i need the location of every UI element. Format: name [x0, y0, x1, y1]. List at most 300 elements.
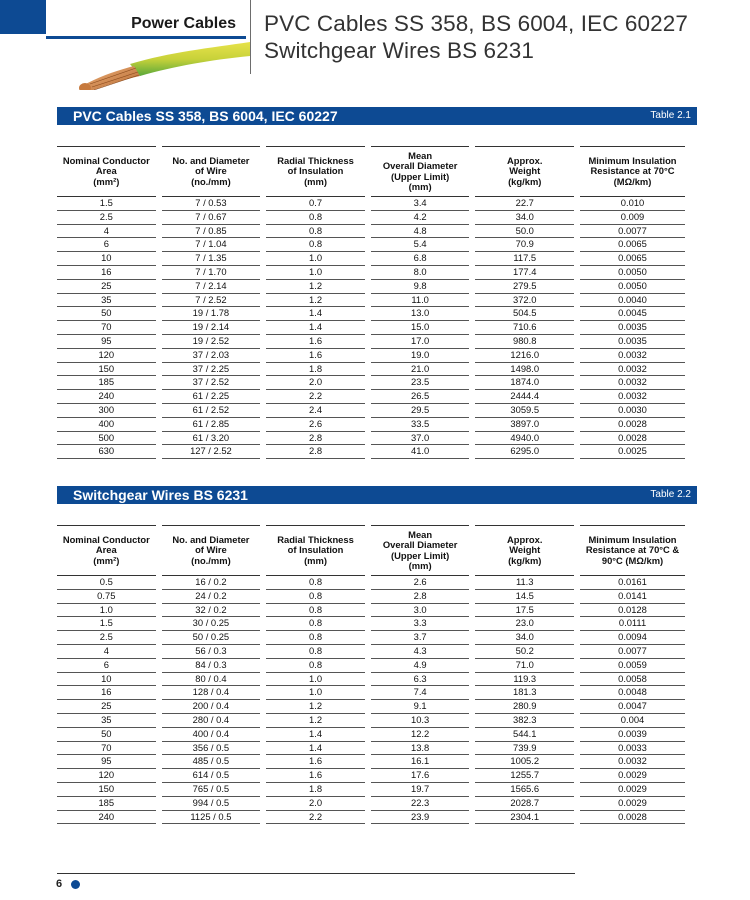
table-cell: 16.1: [371, 755, 470, 769]
table-cell: 4.3: [371, 645, 470, 659]
column-header-line: Nominal Conductor: [62, 533, 150, 545]
table-cell: 1.2: [266, 714, 365, 728]
table-row: [57, 211, 685, 225]
table-cell: 2304.1: [475, 811, 574, 825]
table-cell: 0.0032: [580, 376, 685, 390]
page-title-line-2: Switchgear Wires BS 6231: [264, 38, 535, 63]
table-cell: 400: [57, 418, 156, 432]
table-cell: 61 / 3.20: [162, 432, 261, 446]
table-cell: 61 / 2.52: [162, 404, 261, 418]
column-header: [475, 525, 574, 576]
table-row: [57, 700, 685, 714]
column-header: [371, 146, 470, 197]
table-cell: 0.0077: [580, 645, 685, 659]
table-cell: 0.0032: [580, 390, 685, 404]
column-header-line: (Upper Limit): [390, 170, 450, 182]
table-row: [57, 742, 685, 756]
table-cell: 181.3: [475, 686, 574, 700]
column-header-line: Area: [95, 165, 117, 177]
table-cell: 25: [57, 700, 156, 714]
table-cell: 150: [57, 783, 156, 797]
column-header-line: of Wire: [195, 544, 227, 556]
table-cell: 30 / 0.25: [162, 617, 261, 631]
table-cell: 1.0: [266, 266, 365, 280]
column-header: [580, 525, 685, 576]
table-cell: 0.0077: [580, 225, 685, 239]
table-row: [57, 335, 685, 349]
column-header-line: Radial Thickness: [277, 533, 354, 545]
table-cell: 95: [57, 755, 156, 769]
table-cell: 8.0: [371, 266, 470, 280]
table-row: [57, 294, 685, 308]
table-row: [57, 266, 685, 280]
table-cell: 1.4: [266, 742, 365, 756]
table-cell: 120: [57, 349, 156, 363]
table-cell: 0.8: [266, 225, 365, 239]
column-header-line: (mm): [304, 554, 327, 566]
column-header: [580, 146, 685, 197]
table-cell: 4.2: [371, 211, 470, 225]
table-cell: 24 / 0.2: [162, 590, 261, 604]
table-cell: 1.0: [266, 673, 365, 687]
column-header-line: (kg/km): [508, 175, 542, 187]
table-cell: 1.6: [266, 755, 365, 769]
table-row: [57, 390, 685, 404]
table-cell: 1.6: [266, 769, 365, 783]
column-header-line: (mm²): [93, 554, 120, 566]
table-cell: 3.4: [371, 197, 470, 211]
table-row: [57, 714, 685, 728]
table-cell: 70.9: [475, 238, 574, 252]
pvc-cables-table: [51, 146, 691, 459]
table-1-number: Table 2.1: [650, 110, 691, 121]
table-cell: 11.0: [371, 294, 470, 308]
table-cell: 2.0: [266, 797, 365, 811]
table-cell: 10: [57, 252, 156, 266]
table-cell: 50.2: [475, 645, 574, 659]
table-cell: 117.5: [475, 252, 574, 266]
table-cell: 1.8: [266, 783, 365, 797]
table-cell: 0.8: [266, 631, 365, 645]
table-cell: 61 / 2.85: [162, 418, 261, 432]
table-cell: 23.0: [475, 617, 574, 631]
table-cell: 6: [57, 238, 156, 252]
table-cell: 1.4: [266, 321, 365, 335]
table-cell: 7 / 2.14: [162, 280, 261, 294]
table-cell: 0.0029: [580, 797, 685, 811]
table-cell: 70: [57, 321, 156, 335]
footer-rule: [57, 873, 575, 874]
table-cell: 10: [57, 673, 156, 687]
table-cell: 185: [57, 376, 156, 390]
table-cell: 1005.2: [475, 755, 574, 769]
table-cell: 11.3: [475, 576, 574, 590]
table-cell: 0.0048: [580, 686, 685, 700]
table-row: [57, 631, 685, 645]
table-cell: 1.0: [266, 686, 365, 700]
table-cell: 4940.0: [475, 432, 574, 446]
table-cell: 19 / 1.78: [162, 307, 261, 321]
table-cell: 1255.7: [475, 769, 574, 783]
table-cell: 1.0: [57, 604, 156, 618]
table-cell: 19 / 2.14: [162, 321, 261, 335]
column-header: [266, 525, 365, 576]
table-cell: 0.8: [266, 590, 365, 604]
table-cell: 0.0047: [580, 700, 685, 714]
table-cell: 0.0045: [580, 307, 685, 321]
table-cell: 485 / 0.5: [162, 755, 261, 769]
table-row: [57, 728, 685, 742]
table-cell: 0.0050: [580, 266, 685, 280]
table-cell: 614 / 0.5: [162, 769, 261, 783]
table-cell: 4: [57, 645, 156, 659]
column-header-line: Weight: [509, 544, 541, 556]
column-header-line: Mean: [408, 149, 433, 161]
table-cell: 4.9: [371, 659, 470, 673]
table-row: [57, 307, 685, 321]
column-header-line: (no./mm): [191, 175, 231, 187]
table-cell: 400 / 0.4: [162, 728, 261, 742]
table-cell: 0.0032: [580, 363, 685, 377]
table-cell: 1216.0: [475, 349, 574, 363]
table-cell: 3.0: [371, 604, 470, 618]
table-cell: 0.8: [266, 238, 365, 252]
table-row: [57, 252, 685, 266]
table-cell: 1498.0: [475, 363, 574, 377]
table-cell: 300: [57, 404, 156, 418]
table-cell: 0.0141: [580, 590, 685, 604]
column-header-line: Area: [95, 544, 117, 556]
table-cell: 2.5: [57, 211, 156, 225]
column-header-line: (mm): [408, 560, 432, 571]
table-cell: 6: [57, 659, 156, 673]
switchgear-wires-table: [51, 525, 691, 824]
column-header-line: Approx.: [507, 154, 543, 166]
table-cell: 2.2: [266, 811, 365, 825]
table-row: [57, 225, 685, 239]
table-row: [57, 363, 685, 377]
table-cell: 34.0: [475, 211, 574, 225]
table-row: [57, 404, 685, 418]
header-divider: [250, 0, 251, 74]
column-header: [57, 525, 156, 576]
table-row: [57, 755, 685, 769]
table-cell: 1.4: [266, 307, 365, 321]
table-cell: 9.8: [371, 280, 470, 294]
table-cell: 37 / 2.52: [162, 376, 261, 390]
column-header-line: Resistance at 70°C: [590, 165, 675, 177]
column-header-line: Overall Diameter: [382, 160, 458, 171]
table-cell: 84 / 0.3: [162, 659, 261, 673]
table-cell: 1.2: [266, 700, 365, 714]
table-cell: 10.3: [371, 714, 470, 728]
column-header-line: 90°C (MΩ/km): [601, 554, 664, 566]
table-cell: 504.5: [475, 307, 574, 321]
corner-accent-block: [0, 0, 46, 34]
table-cell: 382.3: [475, 714, 574, 728]
table-cell: 280 / 0.4: [162, 714, 261, 728]
column-header: [266, 146, 365, 197]
table-cell: 119.3: [475, 673, 574, 687]
table-cell: 0.0128: [580, 604, 685, 618]
table-cell: 0.0039: [580, 728, 685, 742]
column-header-line: (mm²): [93, 175, 120, 187]
table-cell: 2028.7: [475, 797, 574, 811]
table-cell: 200 / 0.4: [162, 700, 261, 714]
table-row: [57, 432, 685, 446]
table-cell: 0.5: [57, 576, 156, 590]
table-row: [57, 769, 685, 783]
table-1-title: PVC Cables SS 358, BS 6004, IEC 60227: [73, 108, 338, 124]
table-cell: 356 / 0.5: [162, 742, 261, 756]
column-header-line: Overall Diameter: [382, 539, 458, 550]
table-cell: 7 / 1.04: [162, 238, 261, 252]
table-cell: 0.0025: [580, 445, 685, 459]
table-row: [57, 576, 685, 590]
table-cell: 0.0035: [580, 335, 685, 349]
table-cell: 37 / 2.03: [162, 349, 261, 363]
table-cell: 0.0094: [580, 631, 685, 645]
page-title-line-1: PVC Cables SS 358, BS 6004, IEC 60227: [264, 11, 688, 36]
table-cell: 19.0: [371, 349, 470, 363]
table-cell: 710.6: [475, 321, 574, 335]
table-cell: 0.0161: [580, 576, 685, 590]
column-header: [57, 146, 156, 197]
table-cell: 240: [57, 390, 156, 404]
table-row: [57, 686, 685, 700]
table-row: [57, 783, 685, 797]
table-row: [57, 617, 685, 631]
table-cell: 7 / 0.85: [162, 225, 261, 239]
table-cell: 15.0: [371, 321, 470, 335]
table-cell: 35: [57, 294, 156, 308]
table-2-title: Switchgear Wires BS 6231: [73, 487, 248, 503]
table-cell: 1565.6: [475, 783, 574, 797]
table-cell: 21.0: [371, 363, 470, 377]
page-dot-icon: [71, 880, 80, 889]
table-1-header-bar: [57, 107, 697, 125]
table-cell: 150: [57, 363, 156, 377]
table-cell: 16 / 0.2: [162, 576, 261, 590]
table-cell: 26.5: [371, 390, 470, 404]
column-header-line: of Insulation: [287, 544, 344, 556]
table-cell: 9.1: [371, 700, 470, 714]
table-cell: 0.0033: [580, 742, 685, 756]
table-cell: 34.0: [475, 631, 574, 645]
table-header-row: [57, 146, 685, 197]
table-cell: 2.0: [266, 376, 365, 390]
table-cell: 33.5: [371, 418, 470, 432]
column-header-line: of Insulation: [287, 165, 344, 177]
table-cell: 0.0032: [580, 755, 685, 769]
table-cell: 0.8: [266, 659, 365, 673]
table-cell: 0.0028: [580, 432, 685, 446]
table-cell: 6.3: [371, 673, 470, 687]
table-cell: 35: [57, 714, 156, 728]
table-cell: 7 / 2.52: [162, 294, 261, 308]
table-cell: 22.3: [371, 797, 470, 811]
table-row: [57, 445, 685, 459]
table-cell: 0.8: [266, 604, 365, 618]
table-cell: 544.1: [475, 728, 574, 742]
table-cell: 37 / 2.25: [162, 363, 261, 377]
table-cell: 3897.0: [475, 418, 574, 432]
column-header-line: Resistance at 70°C &: [585, 544, 680, 556]
table-cell: 1.4: [266, 728, 365, 742]
table-cell: 0.004: [580, 714, 685, 728]
section-tab: Power Cables: [131, 15, 236, 32]
table-row: [57, 238, 685, 252]
table-cell: 0.0050: [580, 280, 685, 294]
column-header-line: Nominal Conductor: [62, 154, 150, 166]
table-cell: 0.0035: [580, 321, 685, 335]
column-header-line: (Upper Limit): [390, 549, 450, 561]
table-row: [57, 418, 685, 432]
table-cell: 280.9: [475, 700, 574, 714]
table-cell: 0.009: [580, 211, 685, 225]
table-cell: 2.2: [266, 390, 365, 404]
table-row: [57, 349, 685, 363]
table-cell: 0.0028: [580, 811, 685, 825]
table-cell: 0.0111: [580, 617, 685, 631]
table-cell: 3.3: [371, 617, 470, 631]
table-cell: 2444.4: [475, 390, 574, 404]
table-cell: 23.5: [371, 376, 470, 390]
table-cell: 17.6: [371, 769, 470, 783]
table-cell: 279.5: [475, 280, 574, 294]
table-cell: 7 / 1.70: [162, 266, 261, 280]
column-header-line: (mm): [408, 181, 432, 192]
table-cell: 50.0: [475, 225, 574, 239]
column-header-line: Approx.: [507, 533, 543, 545]
table-cell: 7 / 1.35: [162, 252, 261, 266]
table-cell: 1.5: [57, 617, 156, 631]
table-cell: 0.0065: [580, 252, 685, 266]
table-cell: 0.8: [266, 576, 365, 590]
table-cell: 4: [57, 225, 156, 239]
table-row: [57, 645, 685, 659]
table-cell: 739.9: [475, 742, 574, 756]
table-2-header-bar: [57, 486, 697, 504]
table-row: [57, 590, 685, 604]
table-cell: 127 / 2.52: [162, 445, 261, 459]
table-cell: 0.0029: [580, 769, 685, 783]
table-cell: 0.8: [266, 617, 365, 631]
column-header-line: Minimum Insulation: [588, 533, 677, 545]
table-cell: 7 / 0.67: [162, 211, 261, 225]
table-cell: 0.0032: [580, 349, 685, 363]
table-cell: 0.0029: [580, 783, 685, 797]
table-cell: 6295.0: [475, 445, 574, 459]
table-cell: 1.6: [266, 335, 365, 349]
table-cell: 23.9: [371, 811, 470, 825]
table-header-row: [57, 525, 685, 576]
table-cell: 29.5: [371, 404, 470, 418]
column-header-line: Radial Thickness: [277, 154, 354, 166]
table-cell: 2.6: [371, 576, 470, 590]
column-header-line: No. and Diameter: [172, 154, 250, 166]
table-cell: 37.0: [371, 432, 470, 446]
table-cell: 7 / 0.53: [162, 197, 261, 211]
table-cell: 71.0: [475, 659, 574, 673]
table-cell: 2.6: [266, 418, 365, 432]
table-cell: 2.8: [266, 432, 365, 446]
table-cell: 177.4: [475, 266, 574, 280]
table-cell: 0.0065: [580, 238, 685, 252]
table-cell: 2.4: [266, 404, 365, 418]
table-cell: 16: [57, 686, 156, 700]
table-cell: 13.0: [371, 307, 470, 321]
table-cell: 0.0040: [580, 294, 685, 308]
table-row: [57, 197, 685, 211]
table-cell: 1.5: [57, 197, 156, 211]
column-header-line: No. and Diameter: [172, 533, 250, 545]
table-row: [57, 604, 685, 618]
column-header-line: (kg/km): [508, 554, 542, 566]
table-cell: 0.0028: [580, 418, 685, 432]
table-cell: 3059.5: [475, 404, 574, 418]
table-cell: 0.7: [266, 197, 365, 211]
table-cell: 13.8: [371, 742, 470, 756]
table-cell: 1.2: [266, 280, 365, 294]
table-cell: 765 / 0.5: [162, 783, 261, 797]
table-row: [57, 797, 685, 811]
table-cell: 500: [57, 432, 156, 446]
table-cell: 50: [57, 728, 156, 742]
table-row: [57, 376, 685, 390]
column-header-line: Minimum Insulation: [588, 154, 677, 166]
table-cell: 240: [57, 811, 156, 825]
table-cell: 185: [57, 797, 156, 811]
column-header: [371, 525, 470, 576]
table-cell: 994 / 0.5: [162, 797, 261, 811]
table-cell: 80 / 0.4: [162, 673, 261, 687]
table-row: [57, 659, 685, 673]
column-header: [475, 146, 574, 197]
table-cell: 6.8: [371, 252, 470, 266]
table-cell: 0.0058: [580, 673, 685, 687]
table-cell: 16: [57, 266, 156, 280]
cable-wire-image: [60, 30, 250, 90]
table-cell: 1.6: [266, 349, 365, 363]
column-header: [162, 525, 261, 576]
table-row: [57, 321, 685, 335]
table-cell: 128 / 0.4: [162, 686, 261, 700]
table-cell: 12.2: [371, 728, 470, 742]
table-cell: 56 / 0.3: [162, 645, 261, 659]
table-cell: 372.0: [475, 294, 574, 308]
table-cell: 50: [57, 307, 156, 321]
table-cell: 19 / 2.52: [162, 335, 261, 349]
table-cell: 61 / 2.25: [162, 390, 261, 404]
column-header-line: Weight: [509, 165, 541, 177]
page-title: [264, 10, 734, 64]
table-cell: 7.4: [371, 686, 470, 700]
table-cell: 0.010: [580, 197, 685, 211]
column-header-line: (no./mm): [191, 554, 231, 566]
column-header: [162, 146, 261, 197]
table-cell: 630: [57, 445, 156, 459]
table-cell: 17.5: [475, 604, 574, 618]
table-row: [57, 280, 685, 294]
table-cell: 17.0: [371, 335, 470, 349]
table-cell: 41.0: [371, 445, 470, 459]
table-cell: 2.5: [57, 631, 156, 645]
table-cell: 0.0059: [580, 659, 685, 673]
table-cell: 0.0030: [580, 404, 685, 418]
table-cell: 25: [57, 280, 156, 294]
table-row: [57, 673, 685, 687]
